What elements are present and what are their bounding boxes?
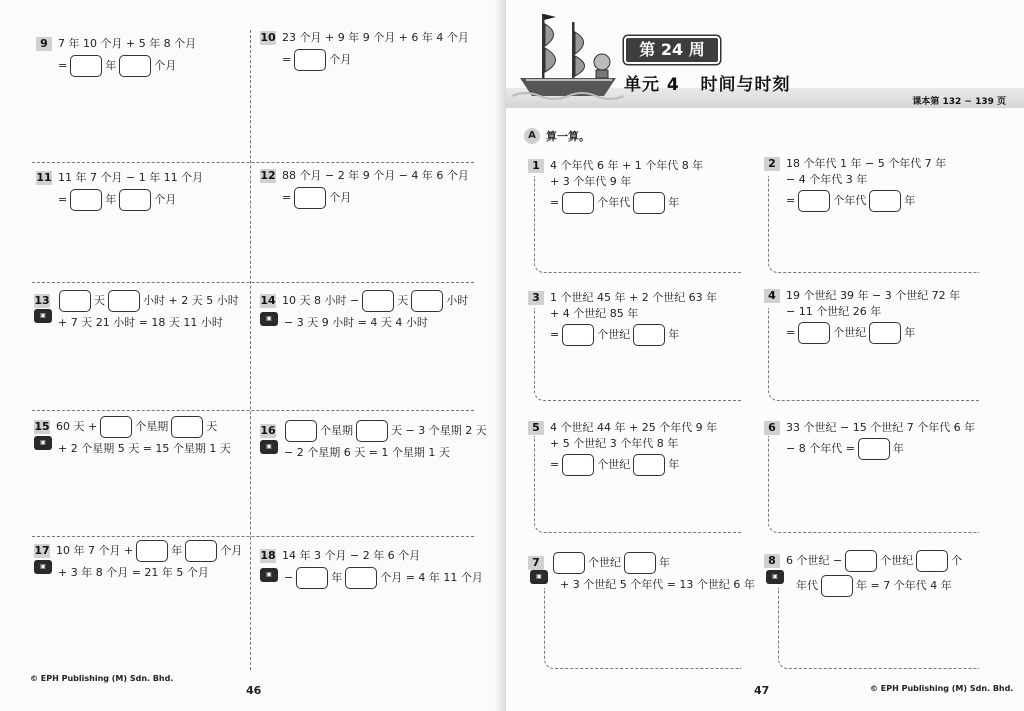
right-page: [506, 0, 1024, 711]
question-text: 10 天 8 小时 −: [282, 294, 360, 307]
unit-label: 个世纪: [833, 326, 867, 339]
answer-box[interactable]: [108, 290, 140, 312]
question-text: + 3 个年代 9 年: [550, 175, 632, 188]
question-7: [528, 552, 755, 593]
question-text: − 3 天 9 小时 = 4 天 4 小时: [284, 316, 428, 329]
answer-box[interactable]: [821, 575, 853, 597]
unit-label: 个年代: [833, 194, 867, 207]
unit-label: 天: [94, 294, 105, 307]
question-number: 13: [34, 294, 50, 307]
equals-sign: =: [58, 59, 68, 72]
question-text: 7 年 10 个月 + 5 年 8 个月: [58, 37, 197, 50]
unit-label: 个世纪: [588, 556, 621, 569]
unit-label: 年: [668, 328, 680, 341]
answer-box[interactable]: [136, 540, 168, 562]
unit-label: 年: [659, 556, 670, 569]
unit-label: 年: [904, 194, 916, 207]
unit-label: 个月: [154, 193, 177, 206]
unit-label: 个世纪: [880, 554, 914, 567]
question-text: + 3 个世纪 5 个年代 = 13 个世纪 6 年: [560, 578, 755, 591]
unit-label: 年: [105, 193, 117, 206]
question-11: [36, 170, 203, 211]
question-10: [260, 30, 469, 71]
unit-label: 个星期: [135, 420, 169, 433]
question-17: [34, 540, 242, 581]
hots-icon: ▣: [34, 309, 52, 323]
page-number: 47: [754, 684, 770, 697]
question-number: 3: [528, 291, 544, 305]
equals-sign: =: [550, 196, 560, 209]
unit-label: 年: [668, 196, 680, 209]
question-text: 33 个世纪 − 15 个世纪 7 个年代 6 年: [786, 421, 976, 434]
answer-box[interactable]: [285, 420, 317, 442]
row-divider: [32, 536, 474, 537]
answer-box[interactable]: [70, 189, 102, 211]
question-number: 9: [36, 37, 52, 51]
unit-label: 个月: [220, 544, 243, 557]
hots-icon: ▣: [34, 436, 52, 450]
answer-box[interactable]: [345, 567, 377, 589]
hots-icon: ▣: [260, 312, 278, 326]
question-number: 8: [764, 554, 780, 568]
textbook-reference: 课本第 132 − 139 页: [912, 97, 1006, 107]
hots-icon: ▣: [34, 560, 52, 574]
question-text: 天 − 3 个星期 2 天: [391, 424, 487, 437]
equals-sign: =: [786, 194, 796, 207]
unit-label: 个世纪: [597, 328, 631, 341]
question-text: + 4 个世纪 85 年: [550, 307, 639, 320]
answer-box[interactable]: [562, 324, 594, 346]
question-number: 10: [260, 31, 276, 44]
question-number: 1: [528, 159, 544, 173]
answer-box[interactable]: [869, 322, 901, 344]
answer-box[interactable]: [624, 552, 656, 574]
equals-sign: =: [786, 326, 796, 339]
unit-number: 单元 4: [624, 75, 680, 95]
question-16: [260, 420, 487, 461]
answer-box[interactable]: [869, 190, 901, 212]
answer-box[interactable]: [562, 454, 594, 476]
question-9: [36, 36, 196, 77]
question-text: 60 天 +: [56, 420, 98, 433]
answer-box[interactable]: [356, 420, 388, 442]
question-3: [528, 290, 717, 346]
answer-box[interactable]: [171, 416, 203, 438]
answer-box[interactable]: [633, 324, 665, 346]
question-1: [528, 158, 703, 214]
unit-label: 天: [206, 420, 218, 433]
question-text: 1 个世纪 45 年 + 2 个世纪 63 年: [550, 291, 718, 304]
unit-label: 年: [904, 326, 916, 339]
unit-label: 个月: [154, 59, 177, 72]
question-4: [764, 288, 960, 344]
question-text: − 8 个年代 =: [786, 442, 855, 455]
question-number: 15: [34, 420, 50, 433]
question-text: 4 个年代 6 年 + 1 个年代 8 年: [550, 159, 704, 172]
question-number: 4: [764, 289, 780, 303]
section-a-heading: [524, 128, 590, 144]
question-12: [260, 168, 469, 209]
section-title: 算一算。: [546, 130, 590, 143]
answer-box[interactable]: [119, 55, 151, 77]
question-number: 17: [34, 544, 50, 557]
answer-box[interactable]: [562, 192, 594, 214]
pirate-ship-icon: [512, 8, 624, 102]
page-number: 46: [246, 684, 262, 697]
question-8: [764, 550, 962, 597]
question-number: 2: [764, 157, 780, 171]
question-text: 年 = 7 个年代 4 年: [856, 579, 952, 592]
hots-icon: ▣: [260, 440, 278, 454]
question-number: 18: [260, 549, 276, 562]
question-text: 11 年 7 个月 − 1 年 11 个月: [58, 171, 204, 184]
question-number: 7: [528, 556, 544, 570]
answer-box[interactable]: [553, 552, 585, 574]
question-13: [34, 290, 239, 331]
answer-frame: [778, 588, 979, 669]
unit-label: 年: [892, 442, 904, 455]
unit-title: 时间与时刻: [700, 75, 791, 95]
question-text: 4 个世纪 44 年 + 25 个年代 9 年: [550, 421, 718, 434]
unit-label: 个月: [329, 53, 352, 66]
hots-icon: ▣: [766, 570, 784, 584]
question-text: − 11 个世纪 26 年: [786, 305, 882, 318]
answer-box[interactable]: [185, 540, 217, 562]
equals-sign: =: [282, 191, 292, 204]
equals-sign: =: [550, 328, 560, 341]
equals-sign: =: [550, 458, 560, 471]
question-number: 6: [764, 421, 780, 435]
question-text: 10 年 7 个月 +: [56, 544, 134, 557]
answer-box[interactable]: [296, 567, 328, 589]
answer-box[interactable]: [916, 550, 948, 572]
answer-box[interactable]: [633, 454, 665, 476]
answer-box[interactable]: [70, 55, 102, 77]
unit-label: 个: [951, 554, 963, 567]
answer-box[interactable]: [294, 187, 326, 209]
unit-label: 年: [105, 59, 117, 72]
question-text: 6 个世纪 −: [786, 554, 843, 567]
unit-label: 年代: [796, 579, 818, 592]
answer-box[interactable]: [845, 550, 877, 572]
question-15: [34, 416, 231, 457]
question-6: [764, 420, 975, 460]
answer-box[interactable]: [294, 49, 326, 71]
question-2: [764, 156, 946, 212]
question-text: 23 个月 + 9 年 9 个月 + 6 年 4 个月: [282, 31, 469, 44]
copyright-footer: © EPH Publishing (M) Sdn. Bhd.: [30, 674, 174, 683]
left-page: [0, 0, 506, 711]
row-divider: [32, 162, 474, 163]
question-text: 14 年 3 个月 − 2 年 6 个月: [282, 549, 421, 562]
unit-label: 年: [331, 571, 343, 584]
equals-sign: =: [282, 53, 292, 66]
question-text: + 2 个星期 5 天 = 15 个星期 1 天: [58, 442, 231, 455]
answer-box[interactable]: [633, 192, 665, 214]
question-text: 个月 = 4 年 11 个月: [380, 571, 483, 584]
row-divider: [32, 410, 474, 411]
unit-label: 年: [668, 458, 680, 471]
answer-box[interactable]: [362, 290, 394, 312]
unit-label: 个世纪: [597, 458, 631, 471]
question-18: [260, 548, 483, 589]
answer-box[interactable]: [858, 438, 890, 460]
answer-box[interactable]: [59, 290, 91, 312]
question-text: 小时 + 2 天 5 小时: [143, 294, 239, 307]
question-text: 88 个月 − 2 年 9 个月 − 4 年 6 个月: [282, 169, 469, 182]
equals-sign: =: [58, 193, 68, 206]
unit-label: 个年代: [597, 196, 631, 209]
question-number: 14: [260, 294, 276, 307]
hots-icon: ▣: [530, 570, 548, 584]
hots-icon: ▣: [260, 568, 278, 582]
question-number: 11: [36, 171, 52, 184]
row-divider: [32, 282, 474, 283]
question-text: 19 个世纪 39 年 − 3 个世纪 72 年: [786, 289, 961, 302]
unit-label: 天: [397, 294, 409, 307]
minus-sign: −: [284, 571, 294, 584]
answer-box[interactable]: [119, 189, 151, 211]
question-text: + 7 天 21 小时 = 18 天 11 小时: [58, 316, 223, 329]
question-text: + 5 个世纪 3 个年代 8 年: [550, 437, 679, 450]
week-label: 第 24 周: [624, 36, 720, 64]
answer-box[interactable]: [100, 416, 132, 438]
question-number: 5: [528, 421, 544, 435]
unit-label: 年: [171, 544, 183, 557]
unit-label: 个星期: [320, 424, 353, 437]
section-letter: A: [524, 128, 540, 144]
copyright-footer: © EPH Publishing (M) Sdn. Bhd.: [870, 684, 1014, 693]
answer-frame: [544, 588, 741, 669]
question-number: 16: [260, 424, 276, 437]
question-14: [260, 290, 468, 331]
answer-box[interactable]: [411, 290, 443, 312]
unit-label: 小时: [446, 294, 469, 307]
unit-heading: [624, 70, 791, 95]
question-text: + 3 年 8 个月 = 21 年 5 个月: [58, 566, 209, 579]
question-5: [528, 420, 717, 476]
question-number: 12: [260, 169, 276, 182]
column-divider: [250, 30, 251, 670]
question-text: 18 个年代 1 年 − 5 个年代 7 年: [786, 157, 947, 170]
answer-box[interactable]: [798, 190, 830, 212]
answer-box[interactable]: [798, 322, 830, 344]
question-text: − 4 个年代 3 年: [786, 173, 868, 186]
question-text: − 2 个星期 6 天 = 1 个星期 1 天: [284, 446, 450, 459]
unit-label: 个月: [329, 191, 352, 204]
